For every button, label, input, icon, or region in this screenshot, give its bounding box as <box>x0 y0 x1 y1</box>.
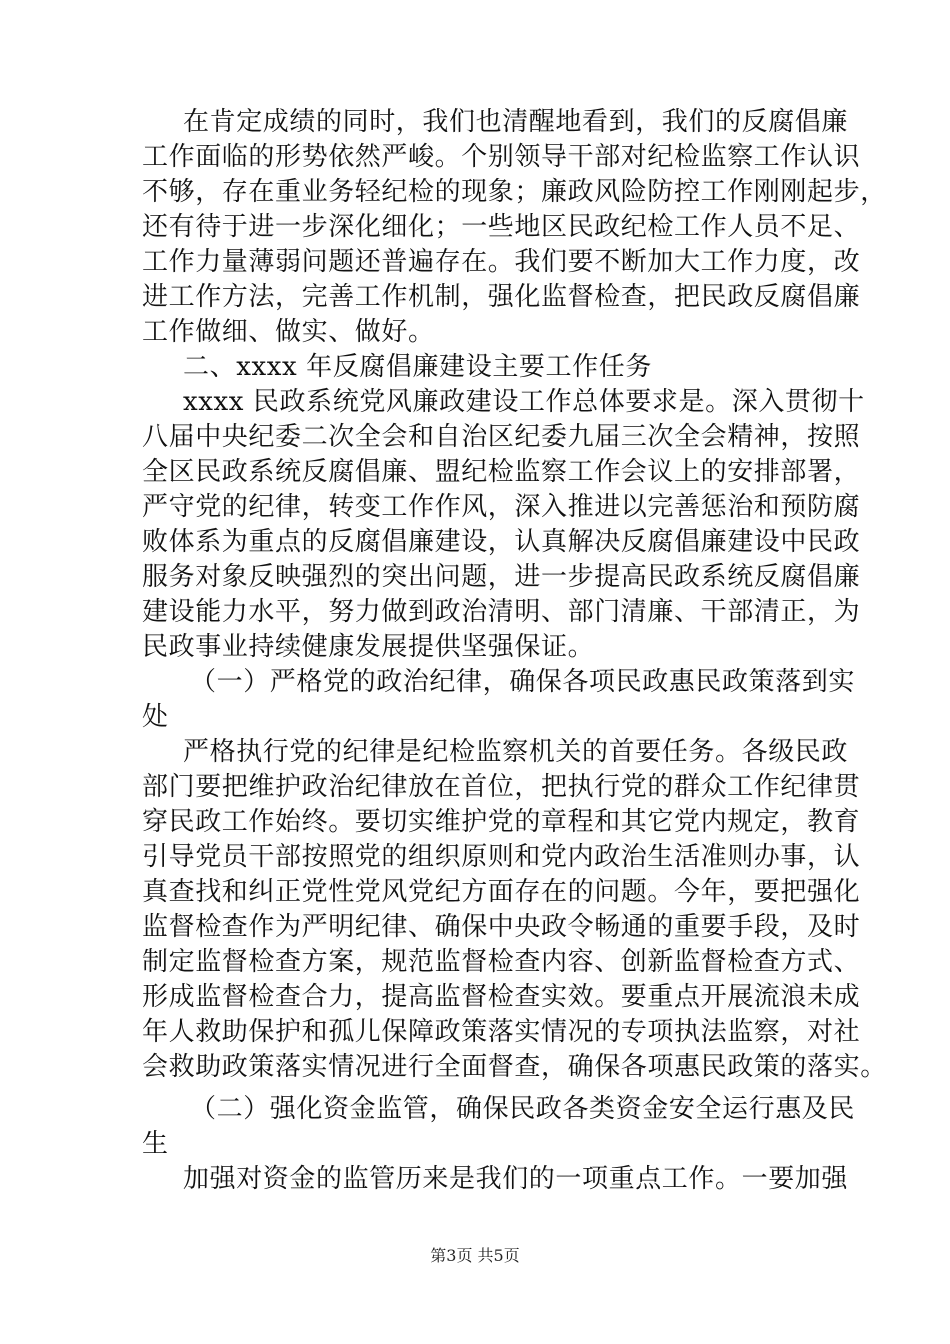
paragraph-line: 工作力量薄弱问题还普遍存在。我们要不断加大工作力度，改 <box>142 247 861 277</box>
subsection-heading: （二）强化资金监管，确保民政各类资金安全运行惠及民 <box>190 1094 856 1124</box>
paragraph-line: 工作面临的形势依然严峻。个别领导干部对纪检监察工作认识 <box>142 142 861 172</box>
paragraph-line: 进工作方法，完善工作机制，强化监督检查，把民政反腐倡廉 <box>142 282 861 312</box>
paragraph-line: 加强对资金的监管历来是我们的一项重点工作。一要加强 <box>183 1164 849 1194</box>
paragraph-line: 民政事业持续健康发展提供坚强保证。 <box>142 632 595 662</box>
paragraph-line: 建设能力水平，努力做到政治清明、部门清廉、干部清正，为 <box>142 597 861 627</box>
paragraph-line: xxxx 民政系统党风廉政建设工作总体要求是。深入贯彻十 <box>183 387 865 417</box>
paragraph-line: 严格执行党的纪律是纪检监察机关的首要任务。各级民政 <box>183 737 849 767</box>
paragraph-line: 穿民政工作始终。要切实维护党的章程和其它党内规定，教育 <box>142 807 861 837</box>
paragraph-line: 会救助政策落实情况进行全面督查，确保各项惠民政策的落实。 <box>142 1052 887 1082</box>
paragraph-line: 形成监督检查合力，提高监督检查实效。要重点开展流浪未成 <box>142 982 861 1012</box>
paragraph-line: 引导党员干部按照党的组织原则和党内政治生活准则办事，认 <box>142 842 861 872</box>
paragraph-line: 工作做细、做实、做好。 <box>142 317 435 347</box>
paragraph-line: 在肯定成绩的同时，我们也清醒地看到，我们的反腐倡廉 <box>183 107 849 137</box>
paragraph-line: 服务对象反映强烈的突出问题，进一步提高民政系统反腐倡廉 <box>142 562 861 592</box>
paragraph-line: 全区民政系统反腐倡廉、盟纪检监察工作会议上的安排部署， <box>142 457 861 487</box>
paragraph-line: 还有待于进一步深化细化；一些地区民政纪检工作人员不足、 <box>142 212 861 242</box>
paragraph-line: 败体系为重点的反腐倡廉建设，认真解决反腐倡廉建设中民政 <box>142 527 861 557</box>
paragraph-line: 制定监督检查方案，规范监督检查内容、创新监督检查方式、 <box>142 947 861 977</box>
paragraph-line: 部门要把维护政治纪律放在首位，把执行党的群众工作纪律贯 <box>142 772 861 802</box>
page-footer: 第3页 共5页 <box>430 1246 520 1265</box>
paragraph-line: 真查找和纠正党性党风党纪方面存在的问题。今年，要把强化 <box>142 877 861 907</box>
paragraph-line: 八届中央纪委二次全会和自治区纪委九届三次全会精神，按照 <box>142 422 861 452</box>
paragraph-line: 不够，存在重业务轻纪检的现象；廉政风险防控工作刚刚起步， <box>142 177 887 207</box>
section-heading: 二、xxxx 年反腐倡廉建设主要工作任务 <box>183 352 652 382</box>
subsection-heading-continued: 处 <box>142 702 169 732</box>
paragraph-line: 监督检查作为严明纪律、确保中央政令畅通的重要手段，及时 <box>142 912 861 942</box>
paragraph-line: 严守党的纪律，转变工作作风，深入推进以完善惩治和预防腐 <box>142 492 861 522</box>
subsection-heading-continued: 生 <box>142 1129 169 1159</box>
subsection-heading: （一）严格党的政治纪律，确保各项民政惠民政策落到实 <box>190 667 856 697</box>
paragraph-line: 年人救助保护和孤儿保障政策落实情况的专项执法监察，对社 <box>142 1017 861 1047</box>
